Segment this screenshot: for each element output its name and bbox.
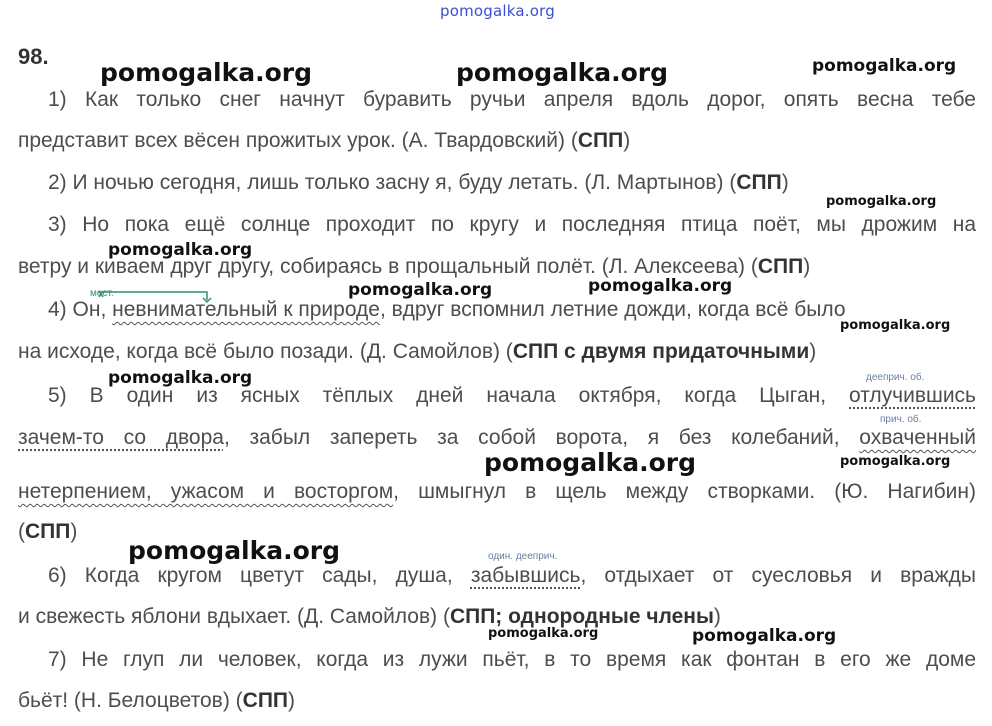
watermark: pomogalka.org [692, 626, 837, 646]
watermark: pomogalka.org [840, 454, 951, 469]
note-odin-deeprich: один. дееприч. [488, 551, 558, 562]
participial-phrase: отлучившись [849, 384, 976, 407]
watermark: pomogalka.org [128, 536, 341, 565]
note-mest: мест. [90, 288, 114, 299]
sentence-4-line-2: на исходе, когда всё было позади. (Д. Самойлов) (СПП с двумя придаточными) [18, 340, 817, 363]
sentence-type: СПП [757, 255, 804, 278]
sentence-5-line-2: зачем-то со двора, забыл запереть за собой ворота, я без колебаний, охваченный [18, 426, 976, 449]
watermark: pomogalka.org [108, 368, 253, 388]
sentence-type: СПП [577, 129, 624, 152]
sentence-7-line-1: 7) Не глуп ли человек, когда из лужи пьёт, в то время как фонтан в его же доме [48, 648, 976, 671]
watermark: pomogalka.org [488, 626, 599, 641]
attribute-phrase: невнимательный к природе [112, 298, 380, 321]
sentence-5-line-3: нетерпением, ужасом и восторгом, шмыгнул в щель между створками. (Ю. Нагибин) [18, 480, 977, 503]
sentence-5-line-4: (СПП) [18, 520, 78, 543]
watermark: pomogalka.org [456, 58, 669, 87]
sentence-type: СПП [242, 689, 289, 712]
note-deeprich: дееприч. об. [866, 372, 925, 383]
sentence-6-line-1: 6) Когда кругом цветут сады, душа, забывшись, отдыхает от суесловья и вражды [48, 564, 976, 587]
sentence-1-line-2: представит всех вёсен прожитых урок. (А. Твардовский) (СПП) [18, 129, 631, 152]
sentence-3-line-2: ветру и киваем друг другу, собираясь в прощальный полёт. (Л. Алексеева) (СПП) [18, 255, 811, 278]
sentence-3-line-1: 3) Но пока ещё солнце проходит по кругу и последняя птица поёт, мы дрожим на [48, 213, 976, 236]
watermark: pomogalka.org [484, 448, 697, 477]
sentence-type: СПП [25, 520, 71, 543]
participial-phrase: зачем-то со двора [18, 426, 224, 449]
sentence-type: СПП; однородные члены [449, 605, 714, 628]
watermark: pomogalka.org [812, 56, 957, 76]
exercise-number: 98. [18, 44, 49, 69]
sentence-6-line-2: и свежесть яблони вдыхает. (Д. Самойлов) (СПП; однородные члены) [18, 605, 721, 628]
top-watermark: pomogalka.org [440, 2, 555, 20]
watermark: pomogalka.org [840, 318, 951, 333]
watermark: pomogalka.org [100, 58, 313, 87]
participle-phrase: нетерпением, ужасом и восторгом [18, 480, 394, 503]
participle-phrase: охваченный [859, 426, 976, 449]
watermark: pomogalka.org [588, 276, 733, 296]
sentence-5-line-1: 5) В один из ясных тёплых дней начала октября, когда Цыган, отлучившись [48, 384, 976, 407]
sentence-1-line-1: 1) Как только снег начнут буравить ручьи апреля вдоль дорог, опять весна тебе [48, 88, 976, 111]
sentence-type: СПП [736, 171, 782, 194]
watermark: pomogalka.org [348, 280, 493, 300]
sentence-2: 2) И ночью сегодня, лишь только засну я, буду летать. (Л. Мартынов) (СПП) [48, 171, 789, 194]
subject-word: Он [72, 298, 101, 321]
note-prich: прич. об. [880, 414, 922, 425]
sentence-7-line-2: бьёт! (Н. Белоцветов) (СПП) [18, 689, 296, 712]
sentence-4-line-1: 4) Он, невнимательный к природе, вдруг вспомнил летние дожди, когда всё было [48, 298, 846, 321]
sentence-type: СПП с двумя придаточными [512, 340, 810, 363]
single-gerund: забывшись [470, 564, 581, 587]
watermark: pomogalka.org [826, 194, 937, 209]
watermark: pomogalka.org [108, 240, 253, 260]
